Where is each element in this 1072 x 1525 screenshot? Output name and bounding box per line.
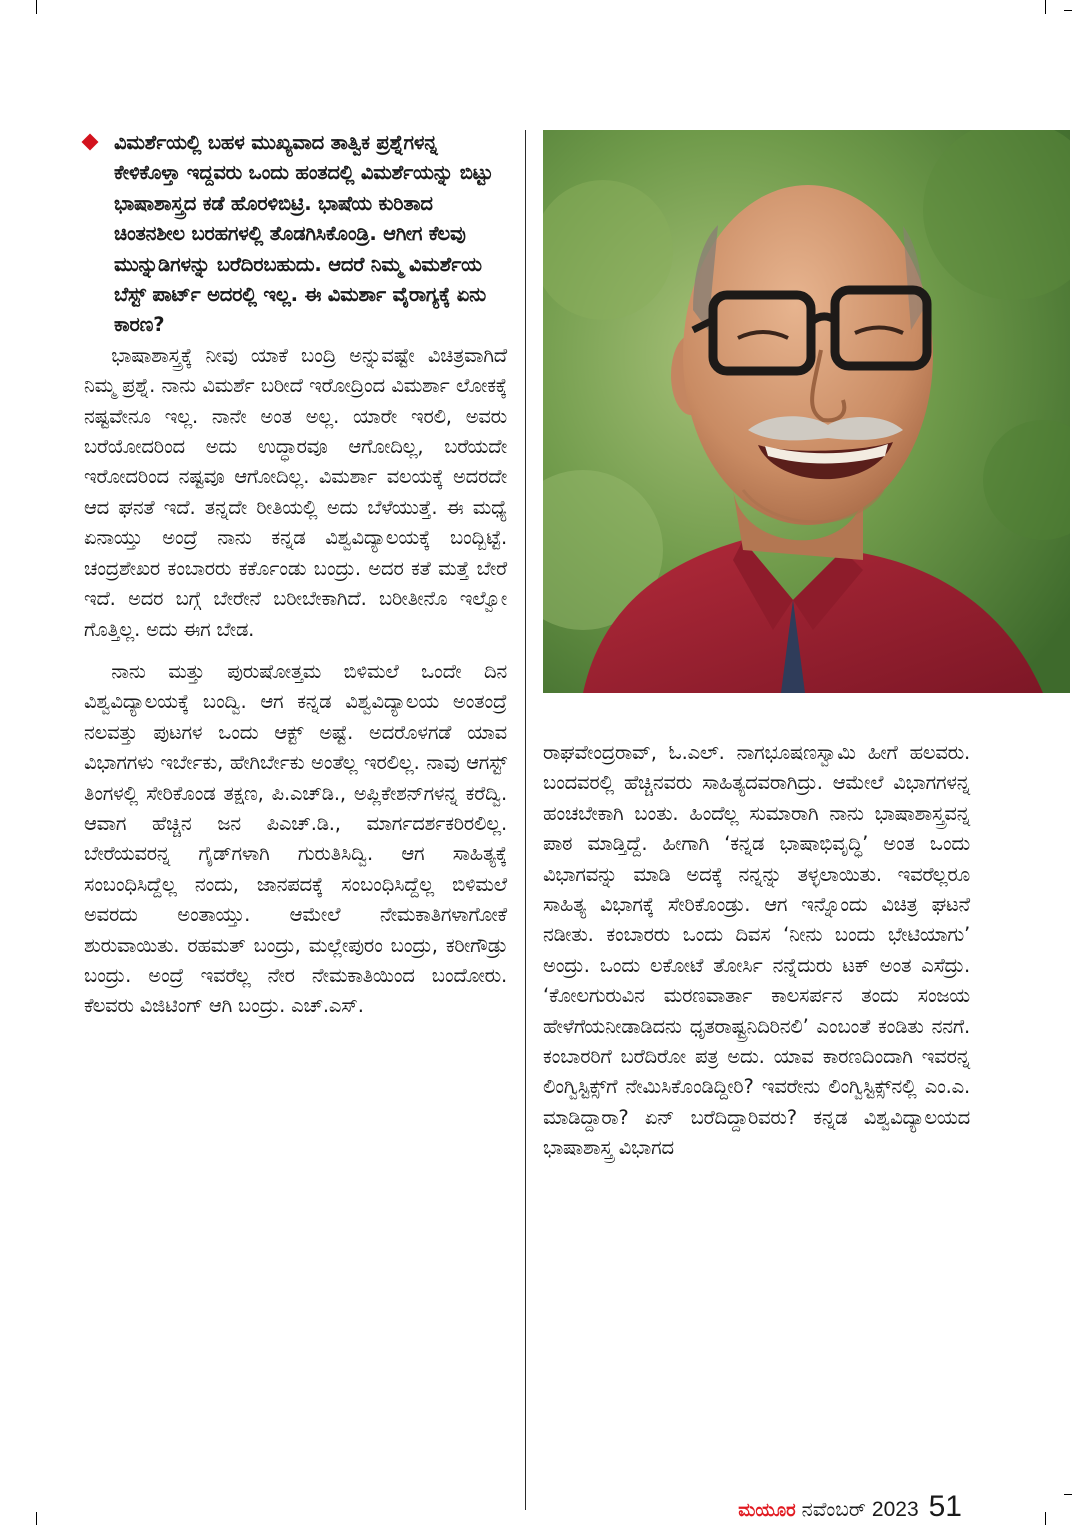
- issue-year: 2023: [871, 1498, 919, 1521]
- diamond-bullet-icon: [82, 134, 99, 151]
- column-divider: [525, 130, 526, 1510]
- crop-mark-right-edge: [1064, 10, 1072, 11]
- issue-month: ನವೆಂಬರ್: [801, 1497, 866, 1521]
- crop-mark-bottom-right: [1045, 1512, 1046, 1525]
- crop-mark-top-left: [36, 0, 37, 14]
- magazine-name: ಮಯೂರ: [738, 1500, 796, 1521]
- interview-question: [84, 128, 507, 341]
- answer-paragraph-1: ಭಾಷಾಶಾಸ್ತ್ರಕ್ಕೆ ನೀವು ಯಾಕೆ ಬಂದ್ರಿ ಅನ್ನುವಷ್ಟೇ ವಿಚಿತ್ರವಾಗಿದೆ ನಿಮ್ಮ ಪ್ರಶ್ನೆ. ನಾನು ವಿಮರ್ಶೆ ಬರೀದೆ ಇರೋದ್ರಿಂದ ವಿಮರ್ಶಾ ಲೋಕಕ್ಕೆ ನಷ್ಟವೇನೂ ಇಲ್ಲ. ನಾನೇ ಅಂತ ಅಲ್ಲ. ಯಾರೇ ಇರಲಿ, ಅವರು ಬರೆಯೋದರಿಂದ ಅದು ಉದ್ಧಾರವೂ ಆಗೋದಿಲ್ಲ, ಬರೆಯದೇ ಇರೋದರಿಂದ ನಷ್ಟವೂ ಆಗೋದಿಲ್ಲ. ವಿಮರ್ಶಾ ವಲಯಕ್ಕೆ ಅದರದೇ ಆದ ಘನತೆ ಇದೆ. ತನ್ನದೇ ರೀತಿಯಲ್ಲಿ ಅದು ಬೆಳೆಯುತ್ತೆ. ಈ ಮಧ್ಯೆ ಏನಾಯ್ತು ಅಂದ್ರೆ ನಾನು ಕನ್ನಡ ವಿಶ್ವವಿದ್ಯಾಲಯಕ್ಕೆ ಬಂದ್ಬಿಟ್ಟೆ. ಚಂದ್ರಶೇಖರ ಕಂಬಾರರು ಕರ್ಕೊಂಡು ಬಂದ್ರು. ಅದರ ಕತೆ ಮತ್ತೆ ಬೇರೆ ಇದೆ. ಅದರ ಬಗ್ಗೆ ಬೇರೇನೆ ಬರೀಬೇಕಾಗಿದೆ. ಬರೀತೀನೊ ಇಲ್ವೋ ಗೊತ್ತಿಲ್ಲ. ಅದು ಈಗ ಬೇಡ.: [84, 343, 507, 641]
- portrait-illustration: [543, 130, 1070, 693]
- interviewee-photo: [543, 130, 1070, 693]
- question-text: ವಿಮರ್ಶೆಯಲ್ಲಿ ಬಹಳ ಮುಖ್ಯವಾದ ತಾತ್ವಿಕ ಪ್ರಶ್ನೆಗಳನ್ನ ಕೇಳಿಕೊಳ್ತಾ ಇದ್ದವರು ಒಂದು ಹಂತದಲ್ಲಿ ವಿಮರ್ಶೆಯನ್ನು ಬಿಟ್ಟು ಭಾಷಾಶಾಸ್ತ್ರದ ಕಡೆ ಹೊರಳಿಬಿಟ್ರಿ. ಭಾಷೆಯ ಕುರಿತಾದ ಚಿಂತನಶೀಲ ಬರಹಗಳಲ್ಲಿ ತೊಡಗಿಸಿಕೊಂಡ್ರಿ. ಆಗೀಗ ಕೆಲವು ಮುನ್ನುಡಿಗಳನ್ನು ಬರೆದಿರಬಹುದು. ಆದರೆ ನಿಮ್ಮ ವಿಮರ್ಶೆಯ ಬೆಸ್ಟ್ ಪಾರ್ಟ್ ಅದರಲ್ಲಿ ಇಲ್ಲ. ಈ ವಿಮರ್ಶಾ ವೈರಾಗ್ಯಕ್ಕೆ ಏನು ಕಾರಣ?: [114, 131, 493, 337]
- crop-mark-bottom-left: [36, 1512, 37, 1525]
- left-column: [84, 128, 507, 1022]
- page-footer: [738, 1490, 962, 1524]
- right-column: [543, 738, 970, 1164]
- page-number: 51: [928, 1490, 962, 1523]
- answer-paragraph-2: ನಾನು ಮತ್ತು ಪುರುಷೋತ್ತಮ ಬಿಳಿಮಲೆ ಒಂದೇ ದಿನ ವಿಶ್ವವಿದ್ಯಾಲಯಕ್ಕೆ ಬಂದ್ವಿ. ಆಗ ಕನ್ನಡ ವಿಶ್ವವಿದ್ಯಾಲಯ ಅಂತಂದ್ರೆ ನಲವತ್ತು ಪುಟಗಳ ಒಂದು ಆಕ್ಟ್ ಅಷ್ಟೆ. ಅದರೊಳಗಡೆ ಯಾವ ವಿಭಾಗಗಳು ಇರ್ಬೇಕು, ಹೇಗಿರ್ಬೇಕು ಅಂತೆಲ್ಲ ಇರಲಿಲ್ಲ. ನಾವು ಆಗಸ್ಟ್ ತಿಂಗಳಲ್ಲಿ ಸೇರಿಕೊಂಡ ತಕ್ಷಣ, ಪಿ.ಎಚ್‌ಡಿ., ಅಪ್ಲಿಕೇಶನ್‌ಗಳನ್ನ ಕರೆದ್ವಿ. ಆವಾಗ ಹೆಚ್ಚಿನ ಜನ ಪಿಎಚ್.ಡಿ., ಮಾರ್ಗದರ್ಶಕರಿರಲಿಲ್ಲ. ಬೇರೆಯವರನ್ನ ಗೈಡ್‌ಗಳಾಗಿ ಗುರುತಿಸಿದ್ವಿ. ಆಗ ಸಾಹಿತ್ಯಕ್ಕೆ ಸಂಬಂಧಿಸಿದ್ದೆಲ್ಲ ನಂದು, ಜಾನಪದಕ್ಕೆ ಸಂಬಂಧಿಸಿದ್ದೆಲ್ಲ ಬಿಳಿಮಲೆ ಅವರದು ಅಂತಾಯ್ತು. ಆಮೇಲೆ ನೇಮಕಾತಿಗಳಾಗೋಕೆ ಶುರುವಾಯಿತು. ರಹಮತ್ ಬಂದ್ರು, ಮಲ್ಲೇಪುರಂ ಬಂದ್ರು, ಕರೀಗೌಡ್ರು ಬಂದ್ರು. ಅಂದ್ರೆ ಇವರೆಲ್ಲ ನೇರ ನೇಮಕಾತಿಯಿಂದ ಬಂದೋರು. ಕೆಲವರು ವಿಜಿಟಿಂಗ್ ಆಗಿ ಬಂದ್ರು. ಎಚ್.ಎಸ್.: [84, 659, 507, 1018]
- crop-mark-top-right: [1045, 0, 1046, 14]
- crop-mark-right-bottom: [1064, 1494, 1072, 1495]
- answer-paragraph-3: ರಾಘವೇಂದ್ರರಾವ್, ಓ.ಎಲ್. ನಾಗಭೂಷಣಸ್ವಾಮಿ ಹೀಗೆ ಹಲವರು. ಬಂದವರಲ್ಲಿ ಹೆಚ್ಚಿನವರು ಸಾಹಿತ್ಯದವರಾಗಿದ್ರು. ಆಮೇಲೆ ವಿಭಾಗಗಳನ್ನ ಹಂಚಬೇಕಾಗಿ ಬಂತು. ಹಿಂದೆಲ್ಲ ಸುಮಾರಾಗಿ ನಾನು ಭಾಷಾಶಾಸ್ತ್ರವನ್ನ ಪಾಠ ಮಾಡ್ತಿದ್ದೆ. ಹೀಗಾಗಿ ‘ಕನ್ನಡ ಭಾಷಾಭಿವೃದ್ಧಿ’ ಅಂತ ಒಂದು ವಿಭಾಗವನ್ನು ಮಾಡಿ ಅದಕ್ಕೆ ನನ್ನನ್ನು ತಳ್ಳಲಾಯಿತು. ಇವರೆಲ್ಲರೂ ಸಾಹಿತ್ಯ ವಿಭಾಗಕ್ಕೆ ಸೇರಿಕೊಂಡ್ರು. ಆಗ ಇನ್ನೊಂದು ವಿಚಿತ್ರ ಘಟನೆ ನಡೀತು. ಕಂಬಾರರು ಒಂದು ದಿವಸ ‘ನೀನು ಬಂದು ಭೇಟಿಯಾಗು’ ಅಂದ್ರು. ಒಂದು ಲಕೋಟೆ ತೋರ್ಸಿ ನನ್ನೆದುರು ಟಕ್ ಅಂತ ಎಸೆದ್ರು. ‘ಕೋಲಗುರುವಿನ ಮರಣವಾರ್ತಾ ಕಾಲಸರ್ಪನ ತಂದು ಸಂಜಯ ಹೇಳೆಗೆಯನೀಡಾಡಿದನು ಧೃತರಾಷ್ಟ್ರನಿದಿರಿನಲಿ’ ಎಂಬಂತೆ ಕಂಡಿತು ನನಗೆ. ಕಂಬಾರರಿಗೆ ಬರೆದಿರೋ ಪತ್ರ ಅದು. ಯಾವ ಕಾರಣದಿಂದಾಗಿ ಇವರನ್ನ ಲಿಂಗ್ವಿಸ್ಟಿಕ್ಸ್‌ಗೆ ನೇಮಿಸಿಕೊಂಡಿದ್ದೀರಿ? ಇವರೇನು ಲಿಂಗ್ವಿಸ್ಟಿಕ್ಸ್‌ನಲ್ಲಿ ಎಂ.ಎ. ಮಾಡಿದ್ದಾರಾ? ಏನ್ ಬರೆದಿದ್ದಾರಿವರು? ಕನ್ನಡ ವಿಶ್ವವಿದ್ಯಾಲಯದ ಭಾಷಾಶಾಸ್ತ್ರ ವಿಭಾಗದ: [543, 741, 970, 1160]
